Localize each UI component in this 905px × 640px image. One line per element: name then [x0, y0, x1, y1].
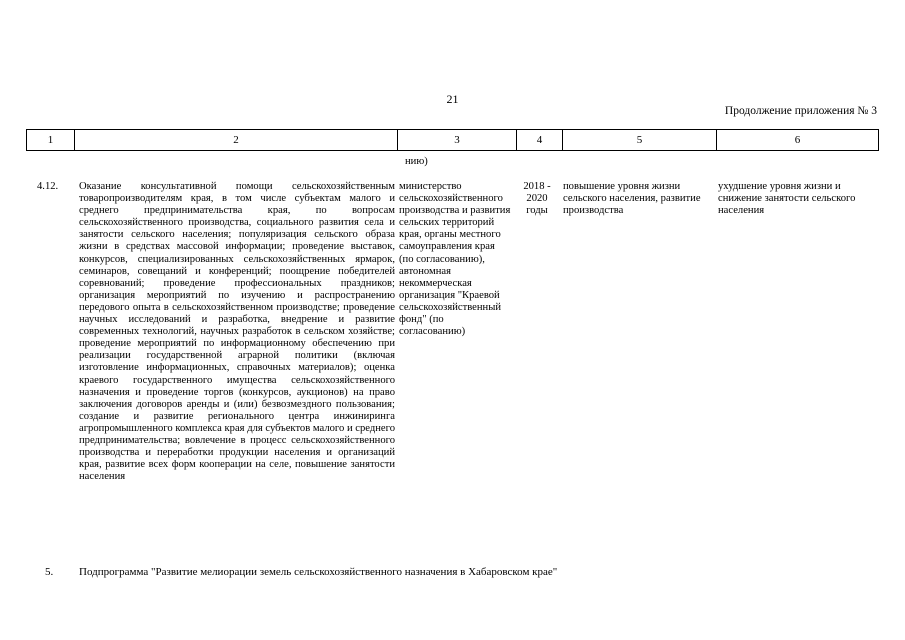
- subprogram-title: Подпрограмма "Развитие мелиорации земель сельскохозяйственного назначения в Хабаровском крае": [79, 566, 558, 578]
- column-number-header: [26, 129, 879, 151]
- expected-result: повышение уровня жизни сельского населения, развитие производства: [563, 181, 701, 217]
- column-number-2: 2: [75, 130, 398, 151]
- page-number: 21: [446, 92, 459, 106]
- subprogram-number: 5.: [45, 566, 54, 578]
- measure-description: Оказание консультативной помощи сельскохозяйственным товаропроизводителям края, в том числе субъектам малого и среднего предпринимательства края, по вопросам сельскохозяйственного производства, социального развития села и занятости сельского населения; популяризация сельского образа жизни в средствах массовой информации; проведение выставок, конкурсов, специализированных сельскохозяйственных ярмарок, семинаров, совещаний и конференций; поощрение победителей соревнований; проведение профессиональных праздников; организация мероприятий по изучению и распространению передового опыта в сельскохозяйственном производстве; проведение научных исследований и разработка, внедрение и развитие современных технологий, научных разработок в сельском хозяйстве; проведение мероприятий по информационному обеспечению при реализации государственной аграрной политики (включая изготовление информационных, справочных материалов); оценка краевого государственного имущества сельскохозяйственного назначения и проведение торгов (конкурсов, аукционов) на право заключения договоров аренды и (или) безвозмездного пользования; создание и развитие регионального центра инжиниринга агропромышленного комплекса края для субъектов малого и среднего предпринимательства; вовлечение в процесс сельскохозяйственного производства и переработки продукции населения и организаций края, развитие всех форм кооперации на селе, повышение занятости населения: [79, 181, 395, 483]
- column-number-4: 4: [517, 130, 563, 151]
- continuation-label: Продолжение приложения № 3: [724, 105, 877, 117]
- column-number-3: 3: [398, 130, 517, 151]
- column-number-5: 5: [563, 130, 717, 151]
- column-number-1: 1: [27, 130, 75, 151]
- row-number: 4.12.: [37, 181, 59, 192]
- header-row: [27, 130, 879, 151]
- responsible-executors: министерство сельскохозяйственного производства и развития сельских территорий края, органы местного самоуправления края (по согласованию), автономная некоммерческая организация "Краевой сельскохозяйственный фонд" (по согласованию): [399, 181, 511, 338]
- implementation-term: 2018 - 2020 годы: [523, 181, 551, 217]
- non-implementation-consequences: ухудшение уровня жизни и снижение занятости сельского населения: [718, 181, 856, 217]
- column-number-6: 6: [717, 130, 879, 151]
- continued-cell-text: нию): [405, 156, 428, 167]
